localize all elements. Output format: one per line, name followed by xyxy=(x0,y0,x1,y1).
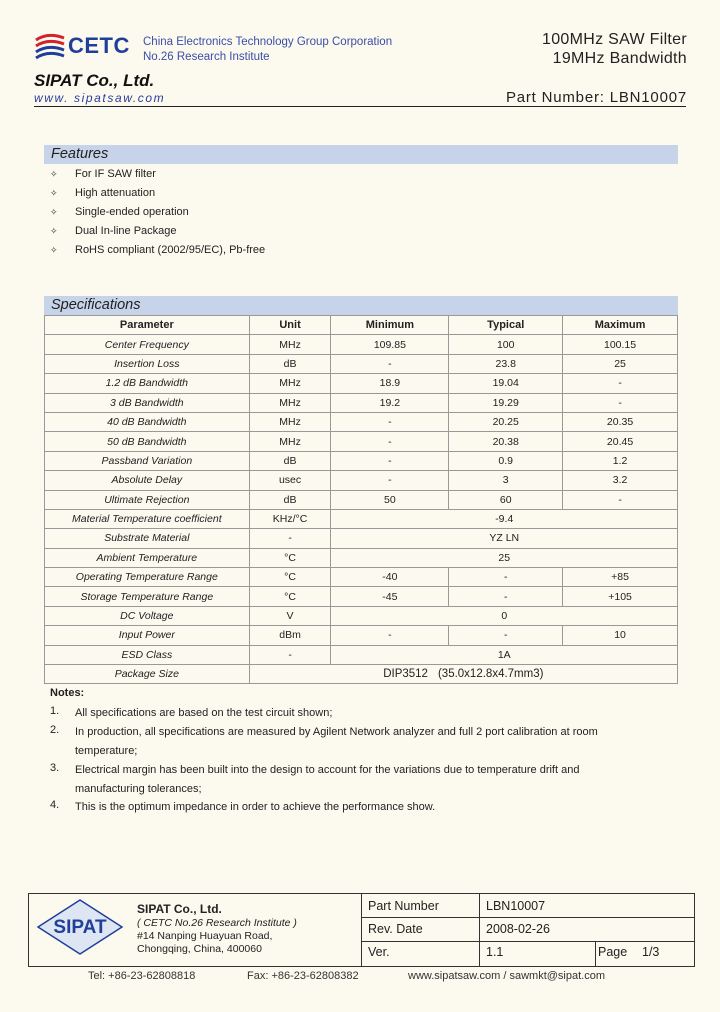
cell-parameter: 40 dB Bandwidth xyxy=(45,412,250,431)
note-text: All specifications are based on the test circuit shown; xyxy=(75,707,333,719)
cell-parameter: Input Power xyxy=(45,626,250,645)
cell-unit: MHz xyxy=(249,335,331,354)
cell-maximum: - xyxy=(563,393,678,412)
table-row xyxy=(45,451,678,470)
cell-parameter: Operating Temperature Range xyxy=(45,568,250,587)
note-number: 4. xyxy=(50,799,60,811)
diamond-bullet-icon: ✧ xyxy=(50,245,58,255)
col-header-maximum: Maximum xyxy=(563,316,678,335)
cell-minimum: - xyxy=(331,412,449,431)
table-header-row xyxy=(45,316,678,335)
footer-page-label: Page xyxy=(598,945,628,959)
footer-fax: Fax: +86-23-62808382 xyxy=(247,970,359,982)
cell-parameter: ESD Class xyxy=(45,645,250,664)
sipat-logo-text: SIPAT xyxy=(53,917,107,938)
table-row xyxy=(45,432,678,451)
table-row xyxy=(45,374,678,393)
cell-typical: - xyxy=(449,587,563,606)
cell-minimum: -40 xyxy=(331,568,449,587)
footer-web-email[interactable]: www.sipatsaw.com / sawmkt@sipat.com xyxy=(408,970,605,982)
diamond-bullet-icon: ✧ xyxy=(50,169,58,179)
table-row xyxy=(45,568,678,587)
table-row xyxy=(45,412,678,431)
cell-unit: KHz/°C xyxy=(249,509,331,528)
note-number: 3. xyxy=(50,762,60,774)
diamond-bullet-icon: ✧ xyxy=(50,188,58,198)
sipat-logo-icon xyxy=(34,898,126,956)
note-text: temperature; xyxy=(75,744,138,757)
cell-unit: usec xyxy=(249,471,331,490)
specs-title: Specifications xyxy=(51,297,141,313)
cell-unit: dB xyxy=(249,354,331,373)
cell-maximum: +105 xyxy=(563,587,678,606)
cell-typical: 0.9 xyxy=(449,451,563,470)
cell-value: YZ LN xyxy=(331,529,678,548)
cell-maximum: 25 xyxy=(563,354,678,373)
footer-part-label: Part Number xyxy=(368,899,439,913)
cell-parameter: Insertion Loss xyxy=(45,354,250,373)
company-name: SIPAT Co., Ltd. xyxy=(34,71,155,90)
cell-unit: MHz xyxy=(249,412,331,431)
cell-maximum: - xyxy=(563,490,678,509)
table-row xyxy=(45,548,678,567)
feature-text: Dual In-line Package xyxy=(75,225,177,237)
feature-text: High attenuation xyxy=(75,187,156,199)
cell-maximum: 1.2 xyxy=(563,451,678,470)
product-title: 100MHz SAW Filter xyxy=(542,31,687,48)
features-section-bar xyxy=(44,145,678,164)
feature-text: For IF SAW filter xyxy=(75,168,156,180)
cell-unit: °C xyxy=(249,548,331,567)
cell-maximum: 20.45 xyxy=(563,432,678,451)
table-row xyxy=(45,490,678,509)
footer-company: SIPAT Co., Ltd. xyxy=(137,902,222,916)
footer-address-line1: #14 Nanping Huayuan Road, xyxy=(137,930,273,942)
cell-minimum: 50 xyxy=(331,490,449,509)
table-row xyxy=(45,665,678,684)
cell-parameter: Absolute Delay xyxy=(45,471,250,490)
feature-item xyxy=(50,168,156,180)
cell-package-value xyxy=(249,665,677,684)
cell-maximum: 100.15 xyxy=(563,335,678,354)
cell-parameter: Storage Temperature Range xyxy=(45,587,250,606)
col-header-unit: Unit xyxy=(249,316,331,335)
footer-page-value: 1/3 xyxy=(642,945,660,959)
cell-maximum: +85 xyxy=(563,568,678,587)
website-link[interactable]: www. sipatsaw.com xyxy=(34,91,166,105)
note-text: In production, all specifications are measured by Agilent Network analyzer and full 2 port calibration at room xyxy=(75,726,598,738)
cell-maximum: 3.2 xyxy=(563,471,678,490)
cell-typical: 20.25 xyxy=(449,412,563,431)
cell-maximum: 10 xyxy=(563,626,678,645)
cell-parameter: 3 dB Bandwidth xyxy=(45,393,250,412)
cell-parameter: Material Temperature coefficient xyxy=(45,509,250,528)
col-header-typical: Typical xyxy=(449,316,563,335)
corp-name: China Electronics Technology Group Corporation xyxy=(143,36,393,48)
header-divider xyxy=(34,106,686,107)
note-text: Electrical margin has been built into the design to account for the variations due to temperature drift and xyxy=(75,764,580,776)
cell-value: 1A xyxy=(331,645,678,664)
features-title: Features xyxy=(51,146,109,162)
diamond-bullet-icon: ✧ xyxy=(50,207,58,217)
feature-text: Single-ended operation xyxy=(75,206,189,218)
feature-item xyxy=(50,244,265,256)
footer-tel: Tel: +86-23-62808818 xyxy=(88,970,196,982)
feature-text: RoHS compliant (2002/95/EC), Pb-free xyxy=(75,244,266,256)
cell-value: 0 xyxy=(331,606,678,625)
cell-minimum: - xyxy=(331,451,449,470)
note-number: 2. xyxy=(50,724,60,736)
cell-minimum: 19.2 xyxy=(331,393,449,412)
cell-maximum: - xyxy=(563,374,678,393)
table-row xyxy=(45,393,678,412)
footer-col-divider xyxy=(595,941,596,966)
cell-parameter: 50 dB Bandwidth xyxy=(45,432,250,451)
product-subtitle: 19MHz Bandwidth xyxy=(552,50,687,67)
footer-divider xyxy=(361,893,362,966)
cell-typical: 60 xyxy=(449,490,563,509)
col-header-parameter: Parameter xyxy=(45,316,250,335)
cell-minimum: 109.85 xyxy=(331,335,449,354)
cell-unit: V xyxy=(249,606,331,625)
cell-minimum: - xyxy=(331,626,449,645)
cell-minimum: - xyxy=(331,354,449,373)
table-row xyxy=(45,529,678,548)
footer-row-divider xyxy=(361,917,694,918)
cell-minimum: - xyxy=(331,471,449,490)
feature-item xyxy=(50,187,155,199)
cell-parameter: 1.2 dB Bandwidth xyxy=(45,374,250,393)
footer-rev-value: 2008-02-26 xyxy=(486,922,550,936)
cell-unit: MHz xyxy=(249,432,331,451)
cell-parameter: Substrate Material xyxy=(45,529,250,548)
cell-parameter: Package Size xyxy=(45,665,250,684)
cell-typical: 19.04 xyxy=(449,374,563,393)
part-number: Part Number: LBN10007 xyxy=(505,89,687,106)
table-row xyxy=(45,335,678,354)
footer-part-value: LBN10007 xyxy=(486,899,546,913)
cell-unit: MHz xyxy=(249,393,331,412)
feature-item xyxy=(50,225,177,237)
footer-col-divider xyxy=(479,893,480,966)
cell-parameter: Passband Variation xyxy=(45,451,250,470)
cell-typical: - xyxy=(449,626,563,645)
note-text: manufacturing tolerances; xyxy=(75,782,202,795)
cell-typical: 20.38 xyxy=(449,432,563,451)
package-dimensions: (35.0x12.8x4.7mm3) xyxy=(437,668,544,681)
table-row xyxy=(45,626,678,645)
footer-institute: ( CETC No.26 Research Institute ) xyxy=(137,917,297,929)
notes-title: Notes: xyxy=(50,687,85,699)
cell-unit: °C xyxy=(249,587,331,606)
cell-parameter: Ambient Temperature xyxy=(45,548,250,567)
note-number: 1. xyxy=(50,705,60,717)
spec-table xyxy=(44,315,678,684)
cell-typical: 3 xyxy=(449,471,563,490)
footer-ver-label: Ver. xyxy=(368,945,390,959)
cell-unit: MHz xyxy=(249,374,331,393)
cell-value: -9.4 xyxy=(331,509,678,528)
table-row xyxy=(45,354,678,373)
cell-parameter: Ultimate Rejection xyxy=(45,490,250,509)
note-text: This is the optimum impedance in order to achieve the performance show. xyxy=(75,801,436,813)
cell-value: 25 xyxy=(331,548,678,567)
cell-minimum: -45 xyxy=(331,587,449,606)
cell-parameter: DC Voltage xyxy=(45,606,250,625)
footer-rev-label: Rev. Date xyxy=(368,922,423,936)
table-row xyxy=(45,509,678,528)
institute-name: No.26 Research Institute xyxy=(143,51,270,63)
cell-unit: - xyxy=(249,645,331,664)
cell-typical: - xyxy=(449,568,563,587)
table-row xyxy=(45,587,678,606)
cell-unit: dB xyxy=(249,490,331,509)
table-row xyxy=(45,645,678,664)
cell-parameter: Center Frequency xyxy=(45,335,250,354)
diamond-bullet-icon: ✧ xyxy=(50,226,58,236)
cell-unit: - xyxy=(249,529,331,548)
cell-maximum: 20.35 xyxy=(563,412,678,431)
cell-unit: dBm xyxy=(249,626,331,645)
cell-unit: dB xyxy=(249,451,331,470)
table-row xyxy=(45,606,678,625)
cell-minimum: - xyxy=(331,432,449,451)
footer-address-line2: Chongqing, China, 400060 xyxy=(137,943,262,955)
package-name: DIP3512 xyxy=(383,668,428,681)
table-row xyxy=(45,471,678,490)
cell-typical: 23.8 xyxy=(449,354,563,373)
cell-typical: 19.29 xyxy=(449,393,563,412)
cell-typical: 100 xyxy=(449,335,563,354)
footer-ver-value: 1.1 xyxy=(486,945,504,959)
cell-minimum: 18.9 xyxy=(331,374,449,393)
feature-item xyxy=(50,206,189,218)
cell-unit: °C xyxy=(249,568,331,587)
col-header-minimum: Minimum xyxy=(331,316,449,335)
footer-row-divider xyxy=(361,941,694,942)
logo-text: CETC xyxy=(68,33,130,58)
